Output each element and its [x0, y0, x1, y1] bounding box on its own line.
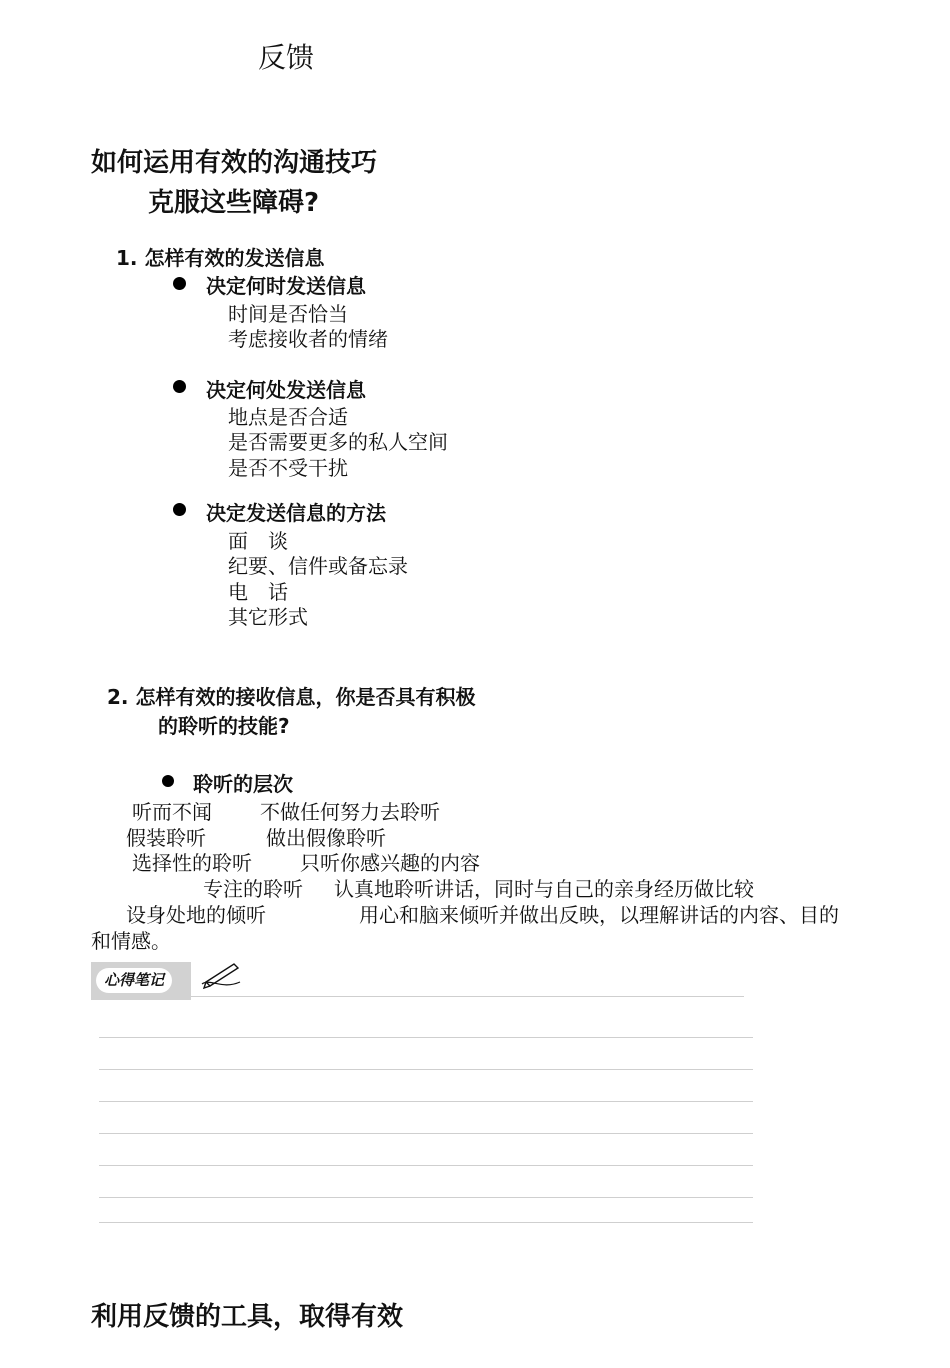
level-name: 设身处地的倾听	[126, 903, 266, 927]
pen-icon	[200, 960, 244, 994]
bullet-label-method: 决定发送信息的方法	[206, 501, 386, 525]
list-item: 纪要、信件或备忘录	[228, 554, 408, 578]
list-item: 其它形式	[228, 605, 308, 629]
level-name: 选择性的聆听	[132, 851, 252, 875]
list-item: 电 话	[228, 580, 288, 604]
level-desc: 不做任何努力去聆听	[260, 800, 440, 824]
subheading-receive-line1: 2. 怎样有效的接收信息，你是否具有积极	[107, 685, 476, 709]
notes-line	[99, 1165, 753, 1166]
level-name: 专注的聆听	[203, 877, 303, 901]
page-title: 反馈	[258, 41, 315, 74]
bullet-label-where: 决定何处发送信息	[206, 378, 366, 402]
list-item: 面 谈	[228, 529, 288, 553]
notes-line	[99, 1101, 753, 1102]
levels-label: 聆听的层次	[193, 772, 293, 796]
notes-line	[99, 1037, 753, 1038]
notes-line	[99, 1133, 753, 1134]
section-heading-line2: 克服这些障碍?	[148, 188, 320, 218]
level-name: 听而不闻	[132, 800, 212, 824]
notes-line	[99, 1197, 753, 1198]
bullet-label-when: 决定何时发送信息	[206, 274, 366, 298]
subheading-send: 1. 怎样有效的发送信息	[116, 246, 325, 270]
notes-badge-label: 心得笔记	[96, 968, 172, 993]
bullet-icon	[173, 277, 186, 290]
notes-line	[191, 996, 744, 997]
footer-heading: 利用反馈的工具，取得有效	[91, 1302, 404, 1332]
subheading-receive-line2: 的聆听的技能?	[158, 714, 290, 738]
list-item: 考虑接收者的情绪	[228, 327, 388, 351]
bullet-icon	[173, 380, 186, 393]
notes-line	[99, 1069, 753, 1070]
bullet-icon	[162, 775, 174, 787]
level-desc: 只听你感兴趣的内容	[300, 851, 480, 875]
section-heading-line1: 如何运用有效的沟通技巧	[91, 148, 378, 178]
notes-badge	[91, 962, 191, 1000]
notes-line	[99, 1222, 753, 1223]
list-item: 地点是否合适	[228, 405, 348, 429]
level-desc: 用心和脑来倾听并做出反映，以理解讲话的内容、目的	[359, 903, 839, 927]
level-name: 假装聆听	[126, 826, 206, 850]
level-desc: 做出假像聆听	[266, 826, 386, 850]
list-item: 时间是否恰当	[228, 302, 348, 326]
level-desc: 认真地聆听讲话，同时与自己的亲身经历做比较	[334, 877, 754, 901]
list-item: 是否不受干扰	[228, 456, 348, 480]
level-continuation: 和情感。	[91, 929, 171, 953]
bullet-icon	[173, 503, 186, 516]
list-item: 是否需要更多的私人空间	[228, 430, 448, 454]
